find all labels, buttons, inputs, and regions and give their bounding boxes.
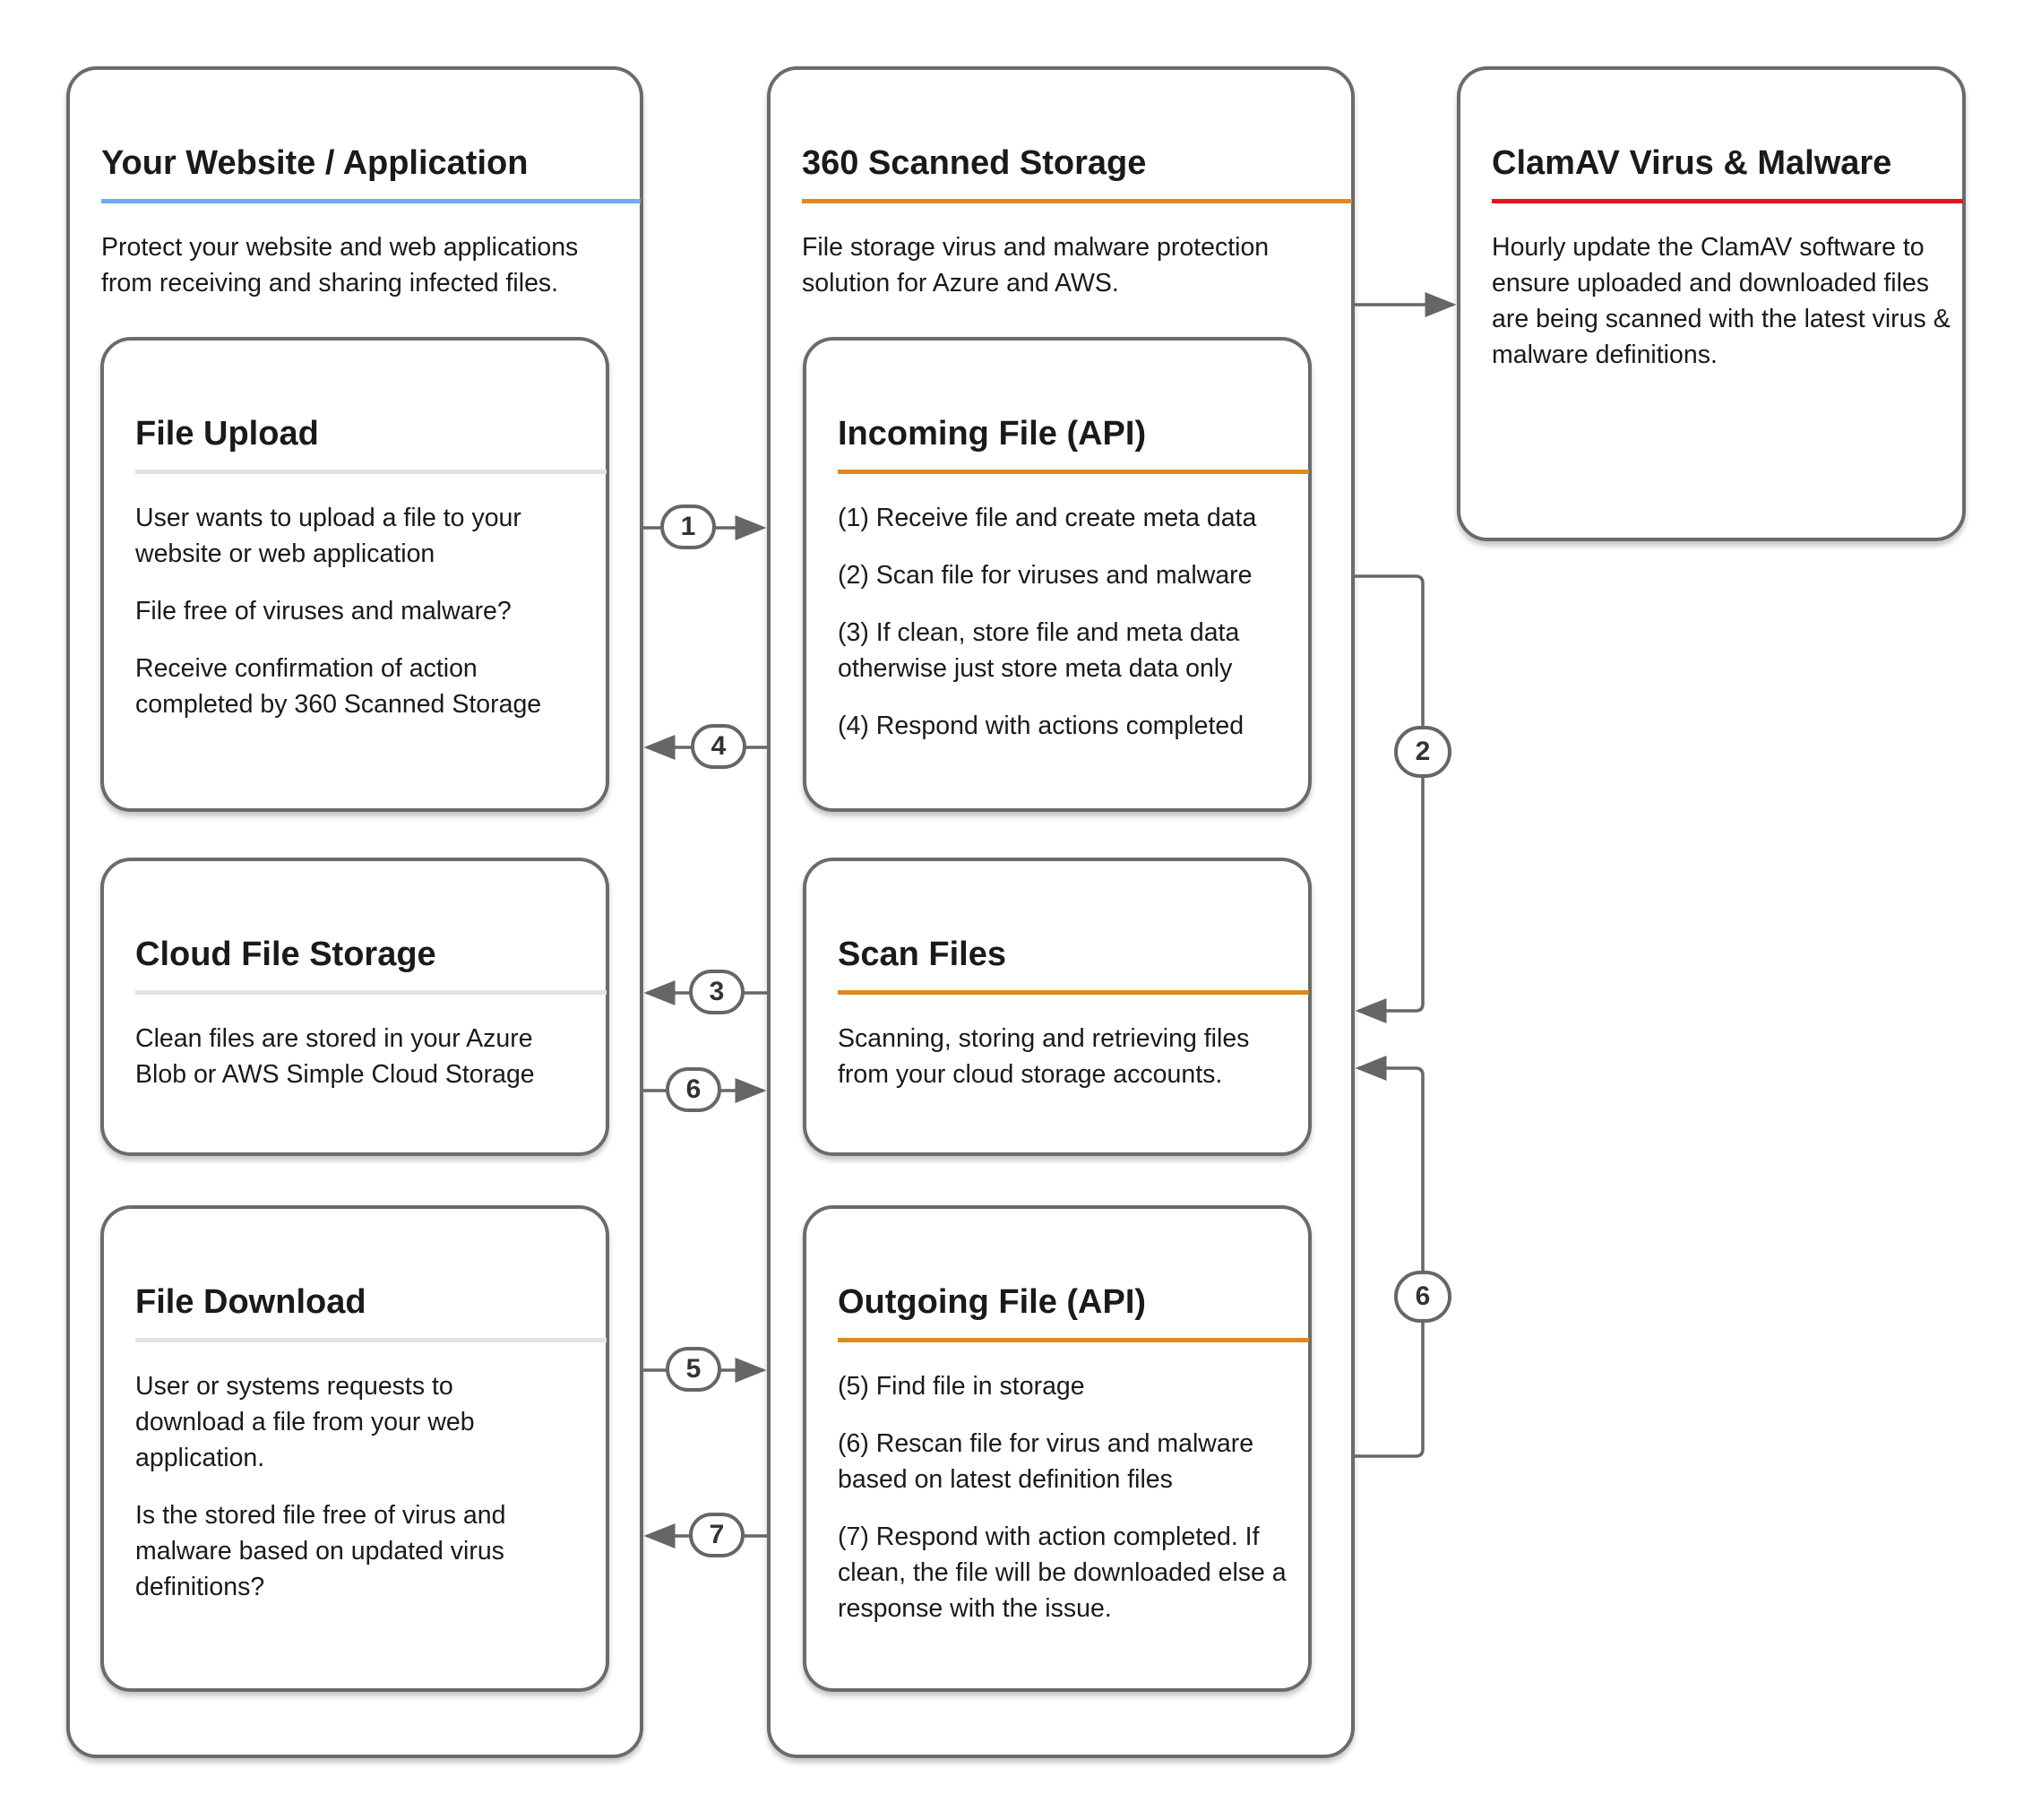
clamav-description: Hourly update the ClamAV software to ensure uploaded and downloaded files are being scanned with the latest virus & malware definitions. [1492,233,1951,369]
file-upload-title: File Upload [135,415,319,453]
scan-title: Scan Files [838,936,1006,973]
step-badge: 2 [1394,726,1451,778]
outgoing-item: (7) Respond with action completed. If clean, the file will be downloaded else a response with the issue. [838,1522,1287,1623]
arrow-step-6-loop [1355,1068,1423,1456]
clamav-title: ClamAV Virus & Malware [1492,144,1892,182]
file-download-item: User or systems requests to download a file from your web application. [135,1372,475,1472]
file-upload-item: Receive confirmation of action completed by 360 Scanned Storage [135,654,542,719]
incoming-item: (2) Scan file for viruses and malware [838,561,1253,590]
incoming-item: (3) If clean, store file and meta data otherwise just store meta data only [838,618,1240,683]
storage-title: 360 Scanned Storage [802,144,1147,182]
incoming-item: (1) Receive file and create meta data [838,504,1257,532]
cloud-storage-item: Clean files are stored in your Azure Blob or AWS Simple Cloud Storage [135,1024,535,1089]
step-badge: 5 [666,1347,721,1392]
step-badge: 1 [660,505,716,549]
file-download-item: Is the stored file free of virus and malware based on updated virus definitions? [135,1501,506,1601]
step-badge: 6 [1394,1271,1451,1323]
incoming-item: (4) Respond with actions completed [838,712,1245,740]
arrow-step-2-loop [1355,576,1423,1011]
outgoing-item: (6) Rescan file for virus and malware based on latest definition files [838,1429,1254,1494]
file-download-title: File Download [135,1283,366,1321]
step-badge: 3 [689,970,745,1014]
website-description: Protect your website and web applications from receiving and sharing infected files. [101,233,579,298]
step-badge: 7 [689,1513,745,1557]
storage-description: File storage virus and malware protection solution for Azure and AWS. [802,233,1270,298]
step-badge: 4 [691,724,746,769]
cloud-storage-title: Cloud File Storage [135,936,436,973]
incoming-title: Incoming File (API) [838,415,1147,453]
file-upload-item: User wants to upload a file to your website or web application [135,504,521,568]
website-title: Your Website / Application [101,144,529,182]
outgoing-item: (5) Find file in storage [838,1372,1085,1401]
step-badge: 6 [666,1067,721,1112]
file-upload-item: File free of viruses and malware? [135,597,512,625]
outgoing-title: Outgoing File (API) [838,1283,1147,1321]
scan-item: Scanning, storing and retrieving files from your cloud storage accounts. [838,1024,1250,1089]
